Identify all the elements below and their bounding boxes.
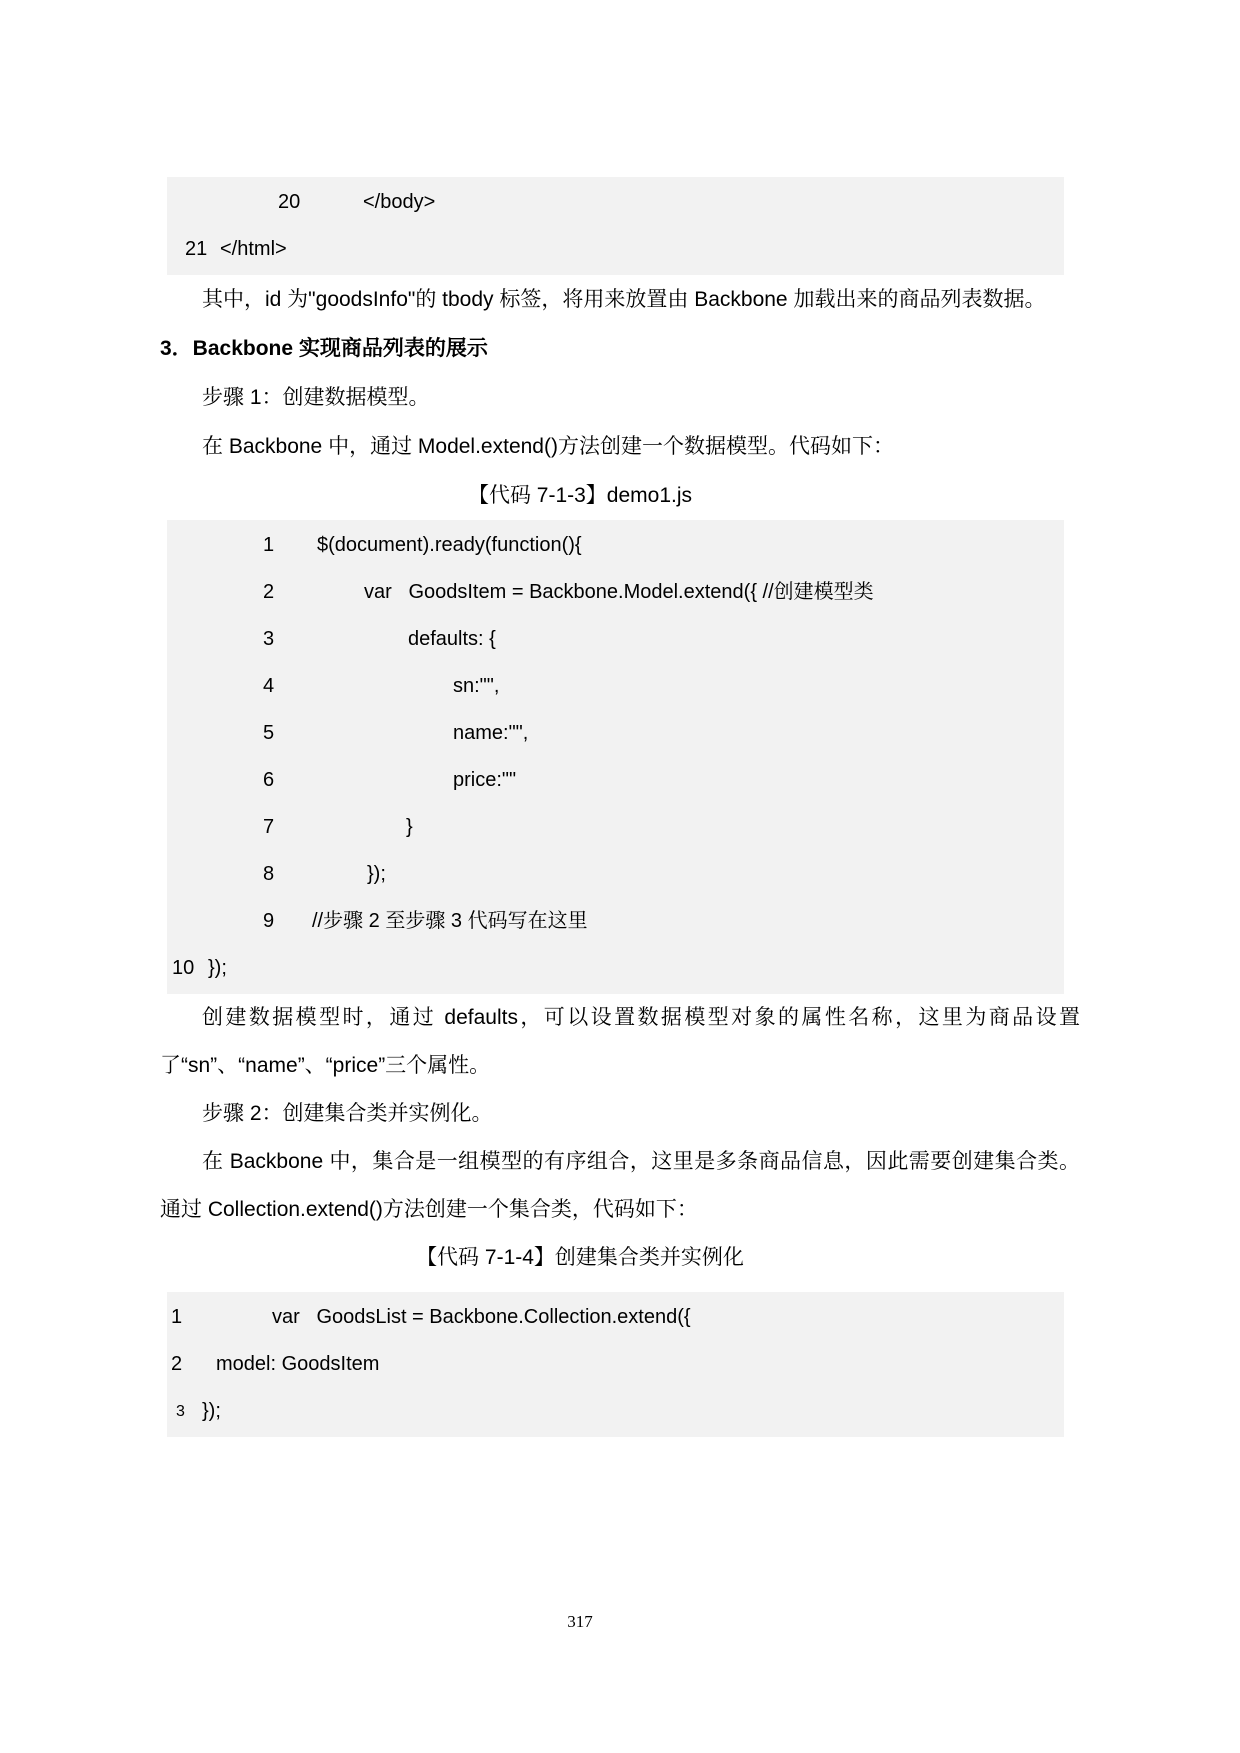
line-number: 9 [263,910,275,932]
code-text: }); [367,863,386,885]
line-number: 1 [171,1306,183,1328]
line-number: 3 [263,628,275,650]
line-number: 1 [263,534,275,556]
text-flow-middle [160,994,1080,1282]
page-content [160,0,1080,1437]
code-text: //步骤 2 至步骤 3 代码写在这里 [312,910,588,932]
code-line [167,804,1064,851]
code-text: price:"" [453,769,517,791]
line-number: 20 [278,191,301,213]
code-line [167,851,1064,898]
paragraph-defaults: 创建数据模型时，通过 defaults，可以设置数据模型对象的属性名称，这里为商品设置了“sn”、“name”、“price”三个属性。 [160,1006,1080,1077]
line-number: 7 [263,816,275,838]
code-text: }); [202,1400,221,1422]
text-flow-top [160,275,1080,520]
code-line [167,522,1064,569]
code-text: </body> [363,191,436,213]
line-number: 6 [263,769,275,791]
line-number: 5 [263,722,275,744]
code-text: } [406,816,413,838]
code-text: }); [208,957,227,979]
code-text: defaults: { [408,628,496,650]
line-number: 10 [172,957,195,979]
code-line [167,226,1064,273]
code-line [167,1294,1064,1341]
code-block-demo1-js [167,520,1064,994]
code-block-collection [167,1292,1064,1437]
step1-description: 在 Backbone 中，通过 Model.extend()方法创建一个数据模型。代码如下： [202,435,894,458]
code-text: var GoodsItem = Backbone.Model.extend({ //创建模型类 [364,581,874,603]
code-line [167,1341,1064,1388]
code-line [167,569,1064,616]
code-text: var GoodsList = Backbone.Collection.extend({ [272,1306,691,1328]
step2-line: 步骤 2：创建集合类并实例化。 [202,1102,493,1125]
code-line [167,663,1064,710]
code-caption-713: 【代码 7-1-3】demo1.js [467,484,693,507]
code-text: name:"", [453,722,529,744]
code-line [167,616,1064,663]
line-number: 3 [176,1403,185,1420]
step1-line: 步骤 1：创建数据模型。 [202,386,430,409]
code-line [167,945,1064,992]
line-number: 4 [263,675,275,697]
code-text: $(document).ready(function(){ [317,534,582,556]
code-text: </html> [220,238,287,260]
code-caption-714: 【代码 7-1-4】创建集合类并实例化 [416,1246,744,1269]
code-text: sn:"", [453,675,500,697]
code-line [167,1388,1064,1435]
line-number: 21 [185,238,208,260]
line-number: 8 [263,863,275,885]
code-line [167,898,1064,945]
code-text: model: GoodsItem [216,1353,380,1375]
code-line [167,179,1064,226]
paragraph-goodsinfo: 其中，id 为"goodsInfo"的 tbody 标签，将用来放置由 Backbone 加载出来的商品列表数据。 [202,288,1046,311]
code-line [167,757,1064,804]
page-number: 317 [567,1612,593,1631]
line-number: 2 [263,581,275,603]
line-number: 2 [171,1353,183,1375]
section-heading: 3．Backbone 实现商品列表的展示 [160,337,488,360]
code-block-html-closing [167,177,1064,275]
step2-description: 在 Backbone 中，集合是一组模型的有序组合，这里是多条商品信息，因此需要创建集合类。通过 Collection.extend()方法创建一个集合类，代码如下： [160,1150,1080,1221]
code-line [167,710,1064,757]
